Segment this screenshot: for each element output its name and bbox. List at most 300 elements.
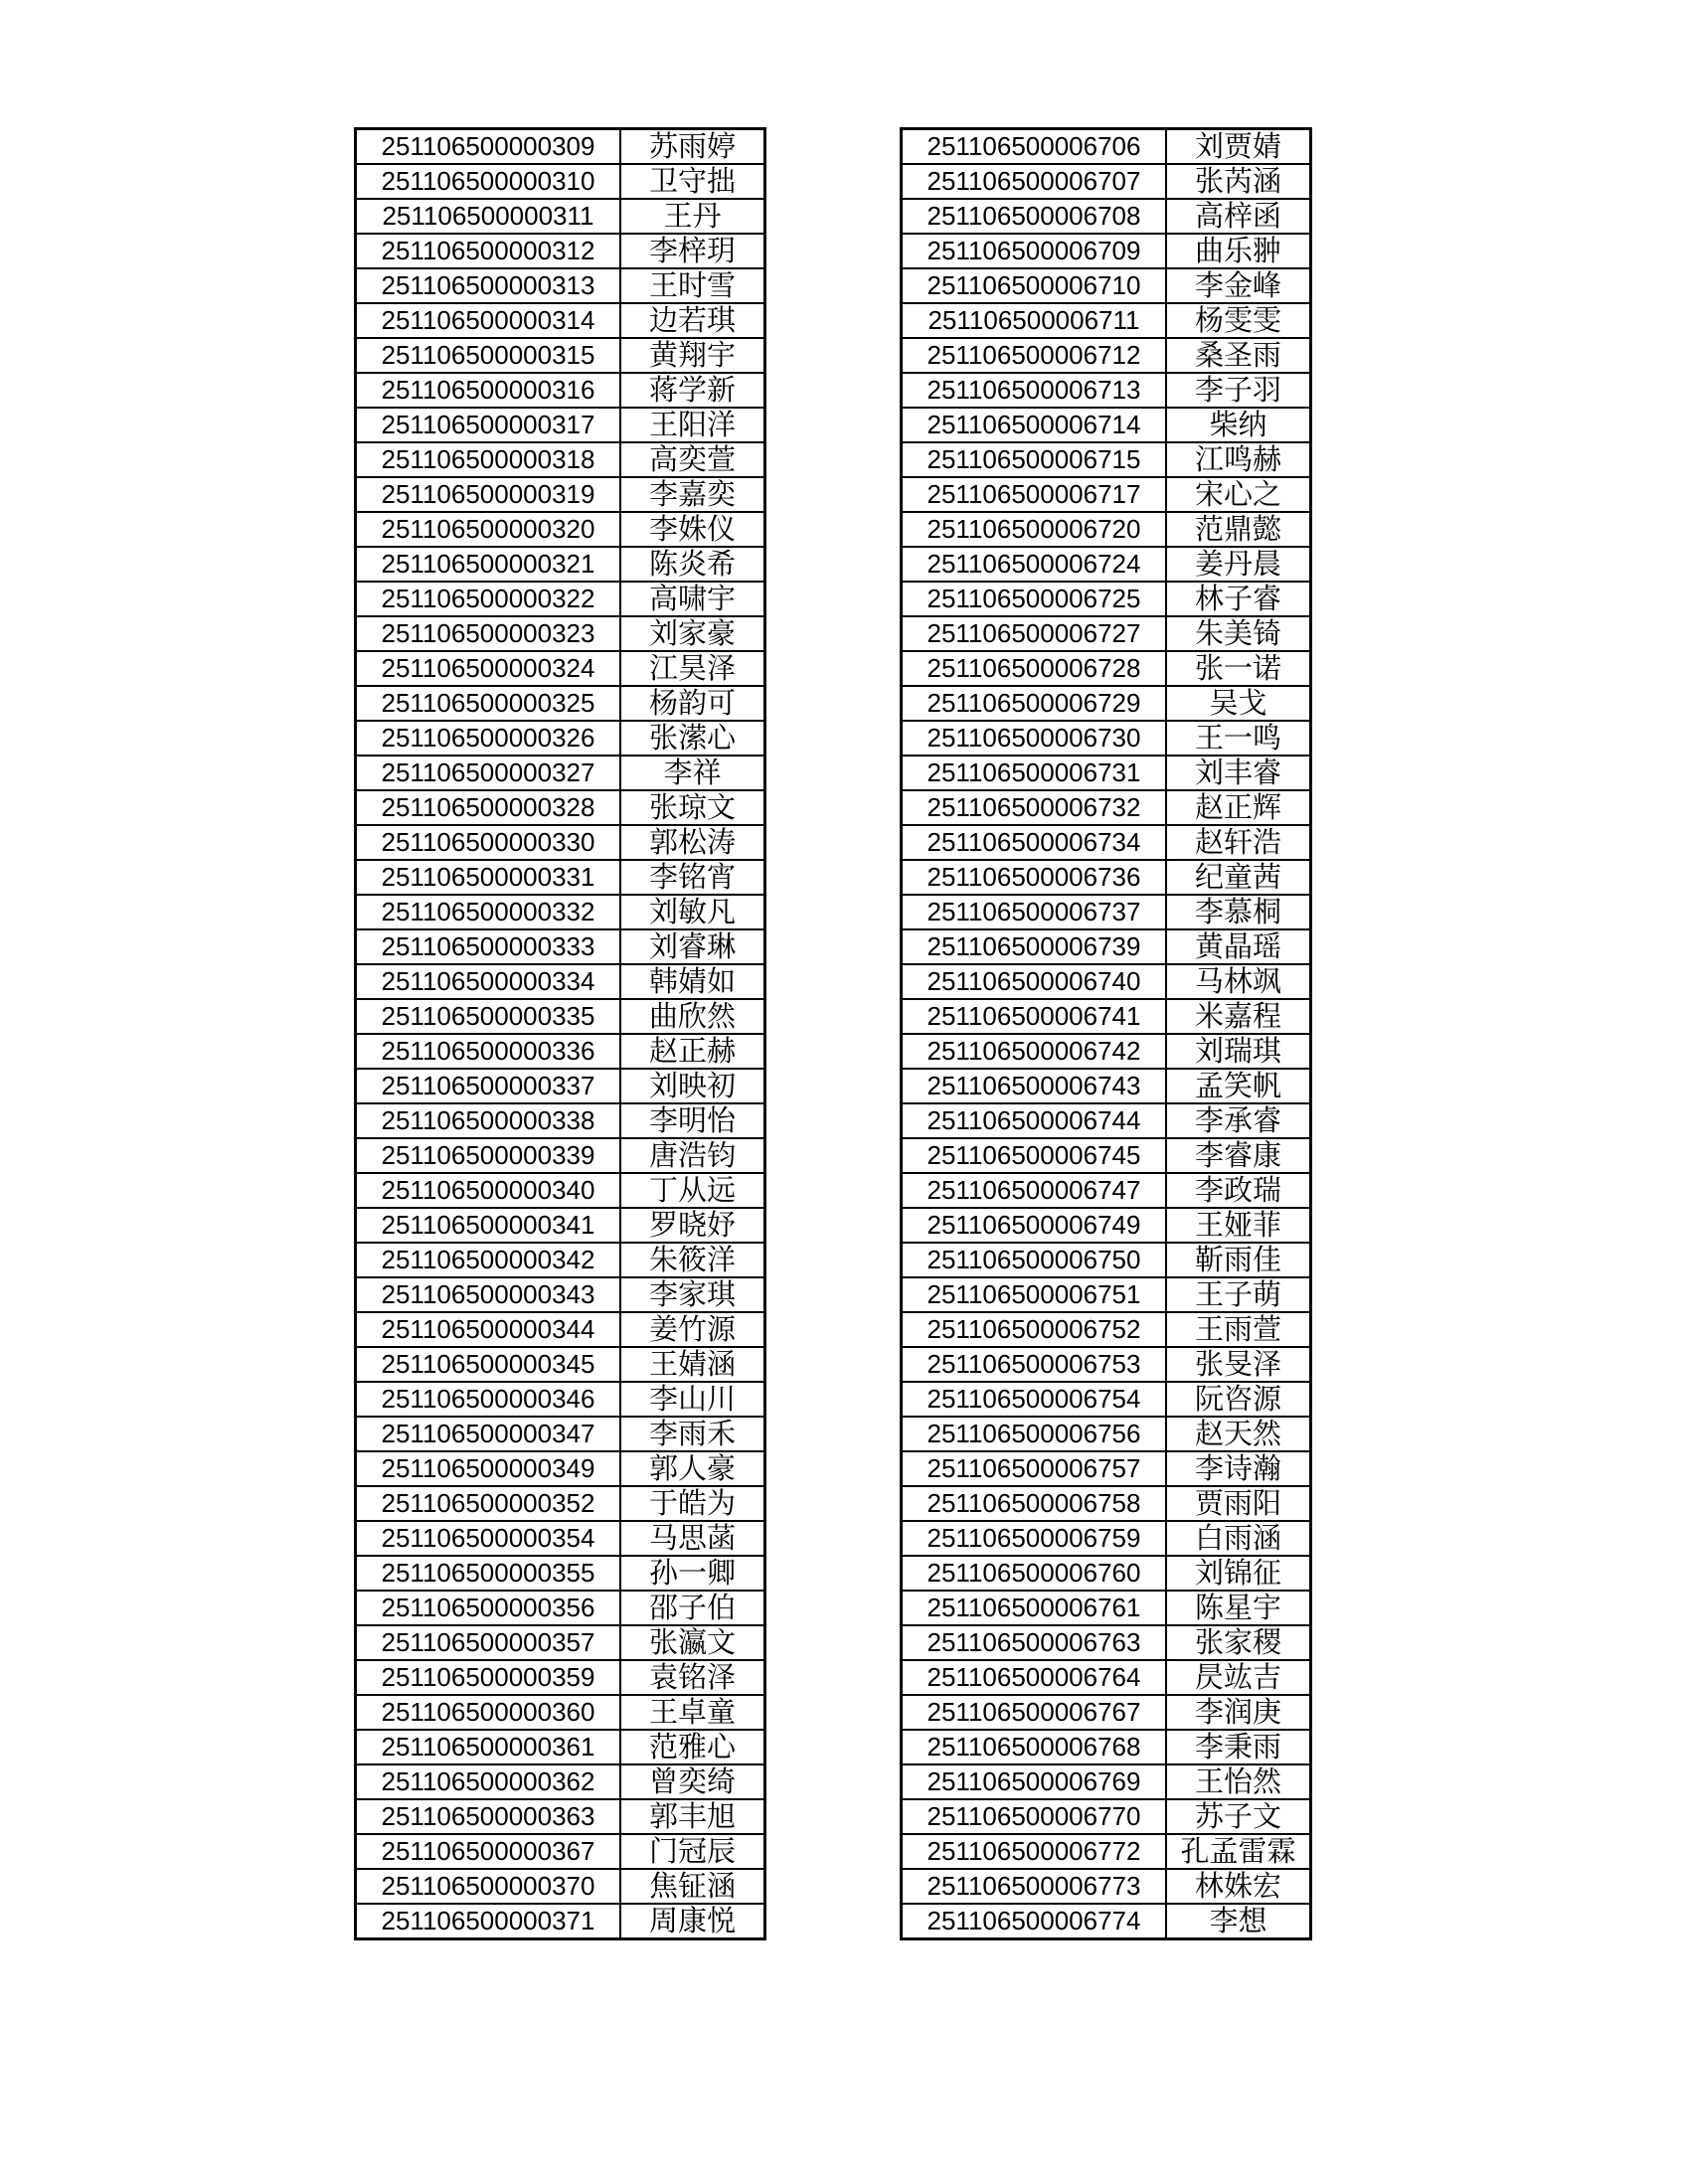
table-row — [902, 1347, 1311, 1382]
exam-number-cell: 251106500006732 — [902, 790, 1167, 825]
exam-number-cell: 251106500000367 — [356, 1834, 621, 1869]
student-name-cell: 张旻泽 — [1166, 1347, 1311, 1382]
exam-number-cell: 251106500006706 — [902, 129, 1167, 165]
exam-number-cell: 251106500000317 — [356, 408, 621, 442]
student-name-cell: 韩婧如 — [620, 964, 765, 999]
student-name-cell: 李睿康 — [1166, 1138, 1311, 1173]
student-name-cell: 杨雯雯 — [1166, 303, 1311, 338]
table-row — [356, 1660, 765, 1695]
table-row — [356, 929, 765, 964]
table-row — [902, 477, 1311, 512]
exam-number-cell: 251106500000341 — [356, 1208, 621, 1243]
student-name-cell: 阮咨源 — [1166, 1382, 1311, 1417]
student-name-cell: 蒋学新 — [620, 373, 765, 408]
exam-number-cell: 251106500006734 — [902, 825, 1167, 860]
table-row — [356, 1312, 765, 1347]
student-name-cell: 李铭宵 — [620, 860, 765, 895]
exam-number-cell: 251106500006761 — [902, 1591, 1167, 1625]
student-name-cell: 王雨萱 — [1166, 1312, 1311, 1347]
exam-number-cell: 251106500006720 — [902, 512, 1167, 547]
exam-number-cell: 251106500006743 — [902, 1069, 1167, 1103]
student-name-cell: 姜丹晨 — [1166, 547, 1311, 582]
exam-number-cell: 251106500000356 — [356, 1591, 621, 1625]
table-row — [902, 964, 1311, 999]
student-name-cell: 郭人豪 — [620, 1451, 765, 1486]
student-name-cell: 孟笑帆 — [1166, 1069, 1311, 1103]
table-row — [356, 1556, 765, 1591]
student-name-cell: 王一鸣 — [1166, 721, 1311, 756]
table-row — [902, 999, 1311, 1034]
student-name-cell: 黄晶瑶 — [1166, 929, 1311, 964]
exam-number-cell: 251106500006744 — [902, 1103, 1167, 1138]
student-name-cell: 李雨禾 — [620, 1417, 765, 1451]
student-name-cell: 李子羽 — [1166, 373, 1311, 408]
student-name-cell: 李姝仪 — [620, 512, 765, 547]
table-row — [356, 1069, 765, 1103]
student-name-cell: 柴纳 — [1166, 408, 1311, 442]
table-row — [902, 373, 1311, 408]
table-row — [902, 338, 1311, 373]
exam-number-cell: 251106500000311 — [356, 199, 621, 234]
student-name-cell: 袁铭泽 — [620, 1660, 765, 1695]
table-row — [356, 1625, 765, 1660]
table-row — [902, 721, 1311, 756]
exam-number-cell: 251106500006772 — [902, 1834, 1167, 1869]
exam-number-cell: 251106500006764 — [902, 1660, 1167, 1695]
student-name-cell: 苏雨婷 — [620, 129, 765, 165]
student-name-cell: 王阳洋 — [620, 408, 765, 442]
table-row — [356, 860, 765, 895]
student-name-cell: 李金峰 — [1166, 268, 1311, 303]
table-row — [902, 1799, 1311, 1834]
exam-number-cell: 251106500006754 — [902, 1382, 1167, 1417]
table-row — [356, 442, 765, 477]
exam-number-cell: 251106500000312 — [356, 234, 621, 268]
table-row — [356, 1451, 765, 1486]
student-name-cell: 赵轩浩 — [1166, 825, 1311, 860]
table-row — [902, 929, 1311, 964]
exam-number-cell: 251106500006739 — [902, 929, 1167, 964]
exam-number-cell: 251106500000309 — [356, 129, 621, 165]
student-name-cell: 刘锦征 — [1166, 1556, 1311, 1591]
exam-number-cell: 251106500006759 — [902, 1521, 1167, 1556]
table-row — [356, 686, 765, 721]
exam-number-cell: 251106500000318 — [356, 442, 621, 477]
student-name-cell: 张琼文 — [620, 790, 765, 825]
table-row — [356, 1695, 765, 1730]
exam-number-cell: 251106500000363 — [356, 1799, 621, 1834]
exam-number-cell: 251106500000323 — [356, 616, 621, 651]
student-name-cell: 李秉雨 — [1166, 1730, 1311, 1764]
table-row — [356, 1417, 765, 1451]
table-row — [356, 1486, 765, 1521]
table-row — [356, 1277, 765, 1312]
exam-number-cell: 251106500000362 — [356, 1764, 621, 1799]
exam-number-cell: 251106500006769 — [902, 1764, 1167, 1799]
student-name-cell: 白雨涵 — [1166, 1521, 1311, 1556]
student-name-cell: 李慕桐 — [1166, 895, 1311, 929]
exam-number-cell: 251106500006710 — [902, 268, 1167, 303]
exam-number-cell: 251106500006750 — [902, 1243, 1167, 1277]
table-row — [356, 234, 765, 268]
exam-number-cell: 251106500000310 — [356, 164, 621, 199]
student-name-cell: 贾雨阳 — [1166, 1486, 1311, 1521]
student-name-cell: 赵正赫 — [620, 1034, 765, 1069]
student-name-cell: 姜竹源 — [620, 1312, 765, 1347]
exam-number-cell: 251106500006709 — [902, 234, 1167, 268]
exam-number-cell: 251106500000352 — [356, 1486, 621, 1521]
left-roster-body — [356, 129, 765, 1939]
table-row — [356, 1034, 765, 1069]
table-row — [356, 547, 765, 582]
table-row — [902, 616, 1311, 651]
exam-number-cell: 251106500000316 — [356, 373, 621, 408]
exam-number-cell: 251106500000331 — [356, 860, 621, 895]
table-row — [356, 1799, 765, 1834]
exam-number-cell: 251106500000344 — [356, 1312, 621, 1347]
table-row — [902, 1834, 1311, 1869]
table-row — [356, 512, 765, 547]
student-name-cell: 张芮涵 — [1166, 164, 1311, 199]
table-row — [356, 199, 765, 234]
table-row — [902, 1243, 1311, 1277]
exam-number-cell: 251106500006757 — [902, 1451, 1167, 1486]
exam-number-cell: 251106500000347 — [356, 1417, 621, 1451]
exam-number-cell: 251106500006751 — [902, 1277, 1167, 1312]
exam-number-cell: 251106500000327 — [356, 756, 621, 790]
table-row — [902, 1486, 1311, 1521]
exam-number-cell: 251106500006728 — [902, 651, 1167, 686]
exam-number-cell: 251106500006752 — [902, 1312, 1167, 1347]
table-row — [902, 199, 1311, 234]
table-row — [356, 1730, 765, 1764]
table-row — [902, 686, 1311, 721]
exam-number-cell: 251106500000338 — [356, 1103, 621, 1138]
student-name-cell: 刘敏凡 — [620, 895, 765, 929]
exam-number-cell: 251106500000357 — [356, 1625, 621, 1660]
student-name-cell: 刘瑞琪 — [1166, 1034, 1311, 1069]
student-name-cell: 王时雪 — [620, 268, 765, 303]
exam-number-cell: 251106500000360 — [356, 1695, 621, 1730]
table-row — [356, 1834, 765, 1869]
student-name-cell: 宋心之 — [1166, 477, 1311, 512]
exam-number-cell: 251106500000319 — [356, 477, 621, 512]
table-row — [356, 1764, 765, 1799]
exam-number-cell: 251106500006756 — [902, 1417, 1167, 1451]
exam-number-cell: 251106500000324 — [356, 651, 621, 686]
exam-number-cell: 251106500006729 — [902, 686, 1167, 721]
exam-number-cell: 251106500006707 — [902, 164, 1167, 199]
exam-number-cell: 251106500000355 — [356, 1556, 621, 1591]
table-row — [902, 756, 1311, 790]
exam-number-cell: 251106500000354 — [356, 1521, 621, 1556]
exam-number-cell: 251106500000321 — [356, 547, 621, 582]
exam-number-cell: 251106500006708 — [902, 199, 1167, 234]
exam-number-cell: 251106500006749 — [902, 1208, 1167, 1243]
table-row — [902, 303, 1311, 338]
student-name-cell: 李山川 — [620, 1382, 765, 1417]
table-row — [902, 1625, 1311, 1660]
student-name-cell: 李明怡 — [620, 1103, 765, 1138]
student-name-cell: 林姝宏 — [1166, 1869, 1311, 1904]
table-row — [356, 1347, 765, 1382]
table-row — [356, 1869, 765, 1904]
student-name-cell: 唐浩钧 — [620, 1138, 765, 1173]
table-row — [902, 1034, 1311, 1069]
exam-number-cell: 251106500000313 — [356, 268, 621, 303]
student-name-cell: 张瀛文 — [620, 1625, 765, 1660]
exam-number-cell: 251106500006745 — [902, 1138, 1167, 1173]
table-row — [902, 1277, 1311, 1312]
student-name-cell: 邵子伯 — [620, 1591, 765, 1625]
student-name-cell: 纪童茜 — [1166, 860, 1311, 895]
table-row — [902, 1069, 1311, 1103]
exam-number-cell: 251106500000315 — [356, 338, 621, 373]
exam-number-cell: 251106500006714 — [902, 408, 1167, 442]
exam-number-cell: 251106500006730 — [902, 721, 1167, 756]
student-name-cell: 李诗瀚 — [1166, 1451, 1311, 1486]
table-row — [902, 442, 1311, 477]
exam-number-cell: 251106500000340 — [356, 1173, 621, 1208]
student-name-cell: 李润庚 — [1166, 1695, 1311, 1730]
table-row — [356, 964, 765, 999]
table-row — [902, 164, 1311, 199]
exam-number-cell: 251106500000361 — [356, 1730, 621, 1764]
student-name-cell: 桑圣雨 — [1166, 338, 1311, 373]
table-row — [902, 1103, 1311, 1138]
exam-number-cell: 251106500006736 — [902, 860, 1167, 895]
table-row — [902, 1173, 1311, 1208]
table-row — [356, 1138, 765, 1173]
student-name-cell: 郭松涛 — [620, 825, 765, 860]
student-name-cell: 苏子文 — [1166, 1799, 1311, 1834]
table-row — [902, 1591, 1311, 1625]
exam-number-cell: 251106500006758 — [902, 1486, 1167, 1521]
table-row — [902, 268, 1311, 303]
student-name-cell: 朱美锜 — [1166, 616, 1311, 651]
table-row — [356, 582, 765, 616]
table-row — [356, 477, 765, 512]
table-row — [902, 1660, 1311, 1695]
right-roster-body — [902, 129, 1311, 1939]
table-row — [356, 999, 765, 1034]
student-name-cell: 王娅菲 — [1166, 1208, 1311, 1243]
exam-number-cell: 251106500000332 — [356, 895, 621, 929]
exam-number-cell: 251106500006747 — [902, 1173, 1167, 1208]
exam-number-cell: 251106500006760 — [902, 1556, 1167, 1591]
table-row — [356, 825, 765, 860]
exam-number-cell: 251106500000320 — [356, 512, 621, 547]
student-name-cell: 孔孟雷霖 — [1166, 1834, 1311, 1869]
exam-number-cell: 251106500006725 — [902, 582, 1167, 616]
table-row — [902, 651, 1311, 686]
student-name-cell: 门冠辰 — [620, 1834, 765, 1869]
table-row — [902, 512, 1311, 547]
student-name-cell: 张家稷 — [1166, 1625, 1311, 1660]
student-name-cell: 李嘉奕 — [620, 477, 765, 512]
student-name-cell: 孙一卿 — [620, 1556, 765, 1591]
student-name-cell: 李家琪 — [620, 1277, 765, 1312]
exam-number-cell: 251106500000328 — [356, 790, 621, 825]
table-row — [902, 547, 1311, 582]
exam-number-cell: 251106500000336 — [356, 1034, 621, 1069]
student-name-cell: 卫守拙 — [620, 164, 765, 199]
student-name-cell: 刘家豪 — [620, 616, 765, 651]
table-row — [902, 1521, 1311, 1556]
table-row — [902, 408, 1311, 442]
student-name-cell: 李想 — [1166, 1904, 1311, 1939]
table-row — [902, 1764, 1311, 1799]
student-name-cell: 曲欣然 — [620, 999, 765, 1034]
table-row — [902, 1556, 1311, 1591]
student-name-cell: 于皓为 — [620, 1486, 765, 1521]
exam-number-cell: 251106500006737 — [902, 895, 1167, 929]
student-name-cell: 马林飒 — [1166, 964, 1311, 999]
table-row — [356, 1243, 765, 1277]
student-name-cell: 昃竑吉 — [1166, 1660, 1311, 1695]
exam-number-cell: 251106500000345 — [356, 1347, 621, 1382]
student-name-cell: 范鼎懿 — [1166, 512, 1311, 547]
table-row — [356, 1591, 765, 1625]
table-row — [902, 1695, 1311, 1730]
student-name-cell: 曾奕绮 — [620, 1764, 765, 1799]
student-name-cell: 张一诺 — [1166, 651, 1311, 686]
table-row — [902, 582, 1311, 616]
student-name-cell: 刘睿琳 — [620, 929, 765, 964]
student-name-cell: 丁从远 — [620, 1173, 765, 1208]
exam-number-cell: 251106500006767 — [902, 1695, 1167, 1730]
exam-number-cell: 251106500006731 — [902, 756, 1167, 790]
table-row — [902, 895, 1311, 929]
table-row — [356, 1904, 765, 1939]
student-name-cell: 边若琪 — [620, 303, 765, 338]
exam-number-cell: 251106500006724 — [902, 547, 1167, 582]
exam-number-cell: 251106500000314 — [356, 303, 621, 338]
table-row — [356, 1103, 765, 1138]
exam-number-cell: 251106500000370 — [356, 1869, 621, 1904]
student-name-cell: 赵天然 — [1166, 1417, 1311, 1451]
table-row — [902, 234, 1311, 268]
student-name-cell: 王丹 — [620, 199, 765, 234]
exam-number-cell: 251106500006768 — [902, 1730, 1167, 1764]
exam-number-cell: 251106500006741 — [902, 999, 1167, 1034]
exam-number-cell: 251106500006763 — [902, 1625, 1167, 1660]
student-name-cell: 王卓童 — [620, 1695, 765, 1730]
student-name-cell: 王子萌 — [1166, 1277, 1311, 1312]
student-name-cell: 江昊泽 — [620, 651, 765, 686]
student-name-cell: 陈炎希 — [620, 547, 765, 582]
table-row — [356, 1208, 765, 1243]
student-name-cell: 张潆心 — [620, 721, 765, 756]
student-name-cell: 王怡然 — [1166, 1764, 1311, 1799]
exam-number-cell: 251106500006742 — [902, 1034, 1167, 1069]
left-roster-table — [354, 127, 766, 1940]
student-name-cell: 杨韵可 — [620, 686, 765, 721]
student-name-cell: 刘丰睿 — [1166, 756, 1311, 790]
table-row — [902, 860, 1311, 895]
table-row — [356, 895, 765, 929]
table-row — [356, 1173, 765, 1208]
table-row — [356, 338, 765, 373]
student-name-cell: 赵正辉 — [1166, 790, 1311, 825]
student-name-cell: 高奕萱 — [620, 442, 765, 477]
table-row — [902, 1312, 1311, 1347]
exam-number-cell: 251106500006740 — [902, 964, 1167, 999]
table-row — [902, 1904, 1311, 1939]
exam-number-cell: 251106500006773 — [902, 1869, 1167, 1904]
exam-number-cell: 251106500000359 — [356, 1660, 621, 1695]
exam-number-cell: 251106500000342 — [356, 1243, 621, 1277]
student-name-cell: 曲乐翀 — [1166, 234, 1311, 268]
student-name-cell: 朱筱洋 — [620, 1243, 765, 1277]
table-row — [356, 129, 765, 165]
table-row — [356, 651, 765, 686]
exam-number-cell: 251106500000333 — [356, 929, 621, 964]
table-row — [356, 1521, 765, 1556]
table-row — [902, 825, 1311, 860]
exam-number-cell: 251106500006753 — [902, 1347, 1167, 1382]
exam-number-cell: 251106500006713 — [902, 373, 1167, 408]
exam-number-cell: 251106500000349 — [356, 1451, 621, 1486]
table-row — [902, 1869, 1311, 1904]
student-name-cell: 周康悦 — [620, 1904, 765, 1939]
student-name-cell: 米嘉程 — [1166, 999, 1311, 1034]
student-name-cell: 焦钲涵 — [620, 1869, 765, 1904]
table-row — [356, 303, 765, 338]
exam-number-cell: 251106500000335 — [356, 999, 621, 1034]
exam-number-cell: 251106500000346 — [356, 1382, 621, 1417]
student-name-cell: 李政瑞 — [1166, 1173, 1311, 1208]
student-name-cell: 靳雨佳 — [1166, 1243, 1311, 1277]
student-name-cell: 李祥 — [620, 756, 765, 790]
student-name-cell: 刘贾婧 — [1166, 129, 1311, 165]
right-roster-table — [900, 127, 1312, 1940]
exam-number-cell: 251106500000326 — [356, 721, 621, 756]
exam-number-cell: 251106500006727 — [902, 616, 1167, 651]
exam-number-cell: 251106500000330 — [356, 825, 621, 860]
table-row — [356, 268, 765, 303]
student-name-cell: 郭丰旭 — [620, 1799, 765, 1834]
student-name-cell: 黄翔宇 — [620, 338, 765, 373]
table-row — [356, 616, 765, 651]
table-row — [902, 1138, 1311, 1173]
student-name-cell: 高梓函 — [1166, 199, 1311, 234]
table-row — [356, 721, 765, 756]
exam-number-cell: 251106500000325 — [356, 686, 621, 721]
student-name-cell: 林子睿 — [1166, 582, 1311, 616]
table-row — [356, 164, 765, 199]
student-name-cell: 刘映初 — [620, 1069, 765, 1103]
student-name-cell: 马思菡 — [620, 1521, 765, 1556]
student-name-cell: 李梓玥 — [620, 234, 765, 268]
exam-number-cell: 251106500000339 — [356, 1138, 621, 1173]
table-row — [356, 373, 765, 408]
student-name-cell: 王婧涵 — [620, 1347, 765, 1382]
student-name-cell: 罗晓妤 — [620, 1208, 765, 1243]
table-row — [902, 1451, 1311, 1486]
exam-number-cell: 251106500000343 — [356, 1277, 621, 1312]
exam-number-cell: 251106500000337 — [356, 1069, 621, 1103]
table-row — [902, 1382, 1311, 1417]
exam-number-cell: 251106500006774 — [902, 1904, 1167, 1939]
student-name-cell: 范雅心 — [620, 1730, 765, 1764]
table-row — [356, 756, 765, 790]
student-name-cell: 李承睿 — [1166, 1103, 1311, 1138]
table-row — [902, 1208, 1311, 1243]
table-row — [356, 408, 765, 442]
exam-number-cell: 251106500006711 — [902, 303, 1167, 338]
exam-number-cell: 251106500006715 — [902, 442, 1167, 477]
